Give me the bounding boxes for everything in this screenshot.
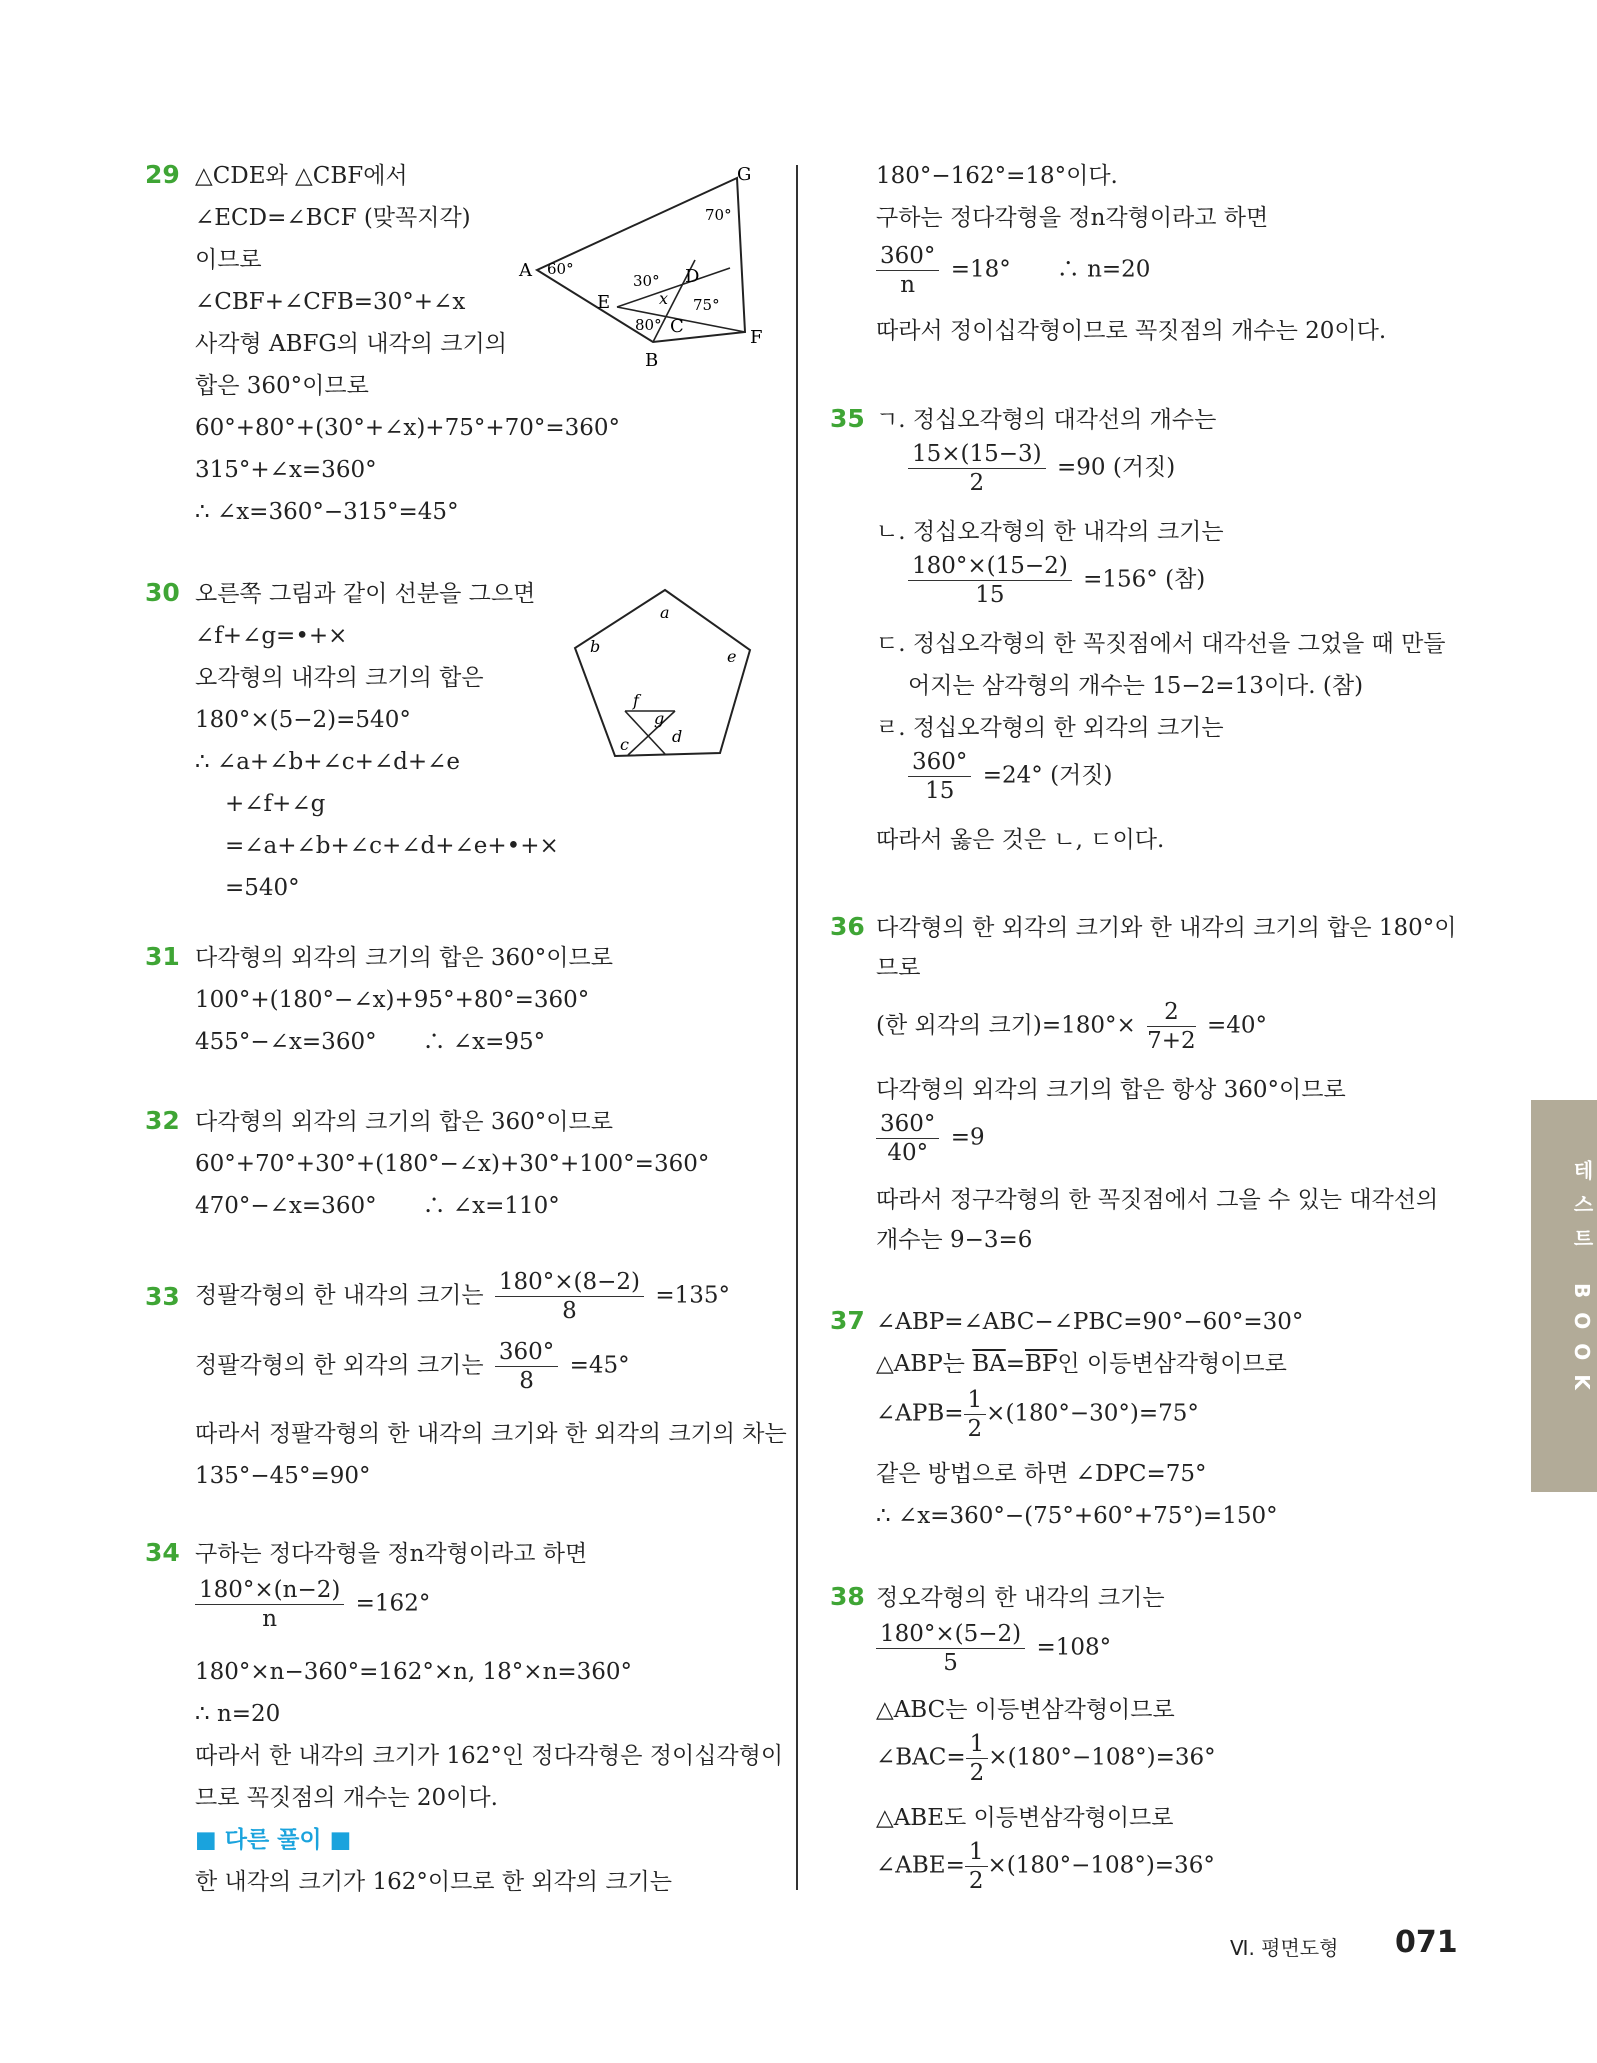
- angle-label: b: [590, 637, 601, 656]
- vertex-label: G: [737, 164, 752, 185]
- problem-number: 37: [830, 1306, 865, 1335]
- vertex-label: F: [750, 327, 763, 348]
- angle-label: c: [620, 735, 629, 754]
- denominator: 40°: [887, 1140, 929, 1166]
- text: =18° ∴ n=20: [950, 256, 1151, 283]
- solution-line: 60°+70°+30°+(180°−∠x)+30°+100°=360°: [195, 1151, 710, 1177]
- fraction: [495, 1338, 558, 1395]
- angle-label: 30°: [633, 272, 660, 290]
- solution-line: 315°+∠x=360°: [195, 457, 377, 483]
- solution-line: ∠f+∠g=•+×: [195, 623, 348, 649]
- problem-number: 36: [830, 912, 865, 941]
- numerator: 1: [964, 1386, 987, 1415]
- numerator: 180°×(5−2): [876, 1620, 1025, 1649]
- vertex-label: D: [685, 266, 700, 287]
- text: ∠ABE=: [876, 1852, 965, 1879]
- solution-line: ∠ECD=∠BCF (맞꼭지각): [195, 205, 471, 231]
- solution-line: 135°−45°=90°: [195, 1463, 371, 1489]
- solution-line: [876, 1730, 1216, 1787]
- solution-line: 따라서 정이십각형이므로 꼭짓점의 개수는 20이다.: [876, 318, 1387, 344]
- numerator: 360°: [908, 748, 971, 777]
- solution-line: 오른쪽 그림과 같이 선분을 그으면: [195, 581, 536, 607]
- denominator: 8: [562, 1298, 577, 1324]
- fraction: [876, 1110, 939, 1167]
- text: ×(180°−108°)=36°: [988, 1744, 1216, 1771]
- solution-line: 따라서 옳은 것은 ㄴ, ㄷ이다.: [876, 827, 1165, 853]
- solution-line: [908, 440, 1175, 497]
- text: =: [1005, 1351, 1026, 1377]
- solution-line: [195, 1268, 730, 1325]
- solution-line: [876, 1110, 985, 1167]
- solution-line: 180°−162°=18°이다.: [876, 163, 1118, 189]
- column-divider: [796, 165, 798, 1890]
- denominator: n: [900, 272, 916, 298]
- text: =40°: [1207, 1012, 1268, 1039]
- denominator: 15: [975, 582, 1005, 608]
- solution-line: 구하는 정다각형을 정n각형이라고 하면: [195, 1541, 588, 1567]
- chapter-title: Ⅵ. 평면도형: [1230, 1936, 1339, 1960]
- text: 인 이등변삼각형이므로: [1057, 1351, 1287, 1377]
- angle-label: f: [633, 691, 639, 710]
- text: =9: [950, 1124, 985, 1151]
- text: =45°: [569, 1352, 630, 1379]
- angle-label: 60°: [547, 260, 574, 278]
- page-number: 071: [1395, 1925, 1458, 1960]
- solution-line: ㄴ. 정십오각형의 한 내각의 크기는: [876, 519, 1224, 545]
- solution-line: △ABC는 이등변삼각형이므로: [876, 1697, 1175, 1723]
- fraction: [876, 1620, 1025, 1677]
- vertex-label: A: [519, 260, 532, 281]
- solution-line: [908, 748, 1112, 805]
- angle-label: 80°: [635, 316, 662, 334]
- problem-number: 34: [145, 1538, 180, 1567]
- solution-line: 180°×(5−2)=540°: [195, 707, 411, 733]
- problem-number: 33: [145, 1282, 180, 1311]
- solution-line: [876, 1386, 1199, 1443]
- angle-label: a: [660, 603, 670, 622]
- text: 정팔각형의 한 내각의 크기는: [195, 1282, 484, 1309]
- solution-line: 455°−∠x=360° ∴ ∠x=95°: [195, 1029, 546, 1055]
- vertex-label: E: [597, 292, 611, 313]
- denominator: 8: [519, 1368, 534, 1394]
- text: =108°: [1036, 1634, 1112, 1661]
- solution-line: [195, 1338, 630, 1395]
- solution-line: 므로: [876, 955, 921, 981]
- problem-number: 32: [145, 1106, 180, 1135]
- text: =24° (거짓): [982, 762, 1113, 789]
- fraction: [876, 242, 939, 299]
- solution-line: ∠ABP=∠ABC−∠PBC=90°−60°=30°: [876, 1309, 1304, 1335]
- angle-label: g: [654, 709, 665, 728]
- solution-line: ㄹ. 정십오각형의 한 외각의 크기는: [876, 715, 1224, 741]
- solution-line: 사각형 ABFG의 내각의 크기의: [195, 331, 507, 357]
- solution-line: ∠CBF+∠CFB=30°+∠x: [195, 289, 466, 315]
- numerator: 360°: [876, 242, 939, 271]
- solution-line: =540°: [225, 875, 300, 901]
- solution-line: ∴ ∠x=360°−315°=45°: [195, 499, 459, 525]
- numerator: 2: [1147, 998, 1196, 1027]
- numerator: 180°×(15−2): [908, 552, 1072, 581]
- pentagon-figure: [570, 578, 770, 778]
- angle-label: 70°: [705, 206, 732, 224]
- fraction: [965, 1838, 988, 1895]
- solution-line: 이므로: [195, 247, 262, 273]
- solution-line: [876, 242, 1150, 299]
- fraction: [908, 440, 1046, 497]
- problem-number: 35: [830, 404, 865, 433]
- text: ×(180°−30°)=75°: [986, 1400, 1199, 1427]
- solution-line: +∠f+∠g: [225, 791, 326, 817]
- fraction: [195, 1576, 344, 1633]
- problem-number: 29: [145, 160, 180, 189]
- solution-line: 어지는 삼각형의 개수는 15−2=13이다. (참): [908, 673, 1364, 699]
- problem-number: 30: [145, 578, 180, 607]
- quadrilateral-figure: [519, 160, 765, 380]
- denominator: 15: [925, 778, 955, 804]
- text: =156° (참): [1083, 566, 1206, 593]
- solution-line: ㄱ. 정십오각형의 대각선의 개수는: [876, 407, 1217, 433]
- fraction: [495, 1268, 644, 1325]
- denominator: 2: [968, 1868, 984, 1894]
- solution-line: ㄷ. 정십오각형의 한 꼭짓점에서 대각선을 그었을 때 만들: [876, 631, 1446, 657]
- angle-label: d: [672, 727, 683, 746]
- solution-line: 470°−∠x=360° ∴ ∠x=110°: [195, 1193, 560, 1219]
- problem-number: 38: [830, 1582, 865, 1611]
- solution-line: 므로 꼭짓점의 개수는 20이다.: [195, 1785, 498, 1811]
- solution-line: [876, 1838, 1215, 1895]
- solution-line: △ABE도 이등변삼각형이므로: [876, 1805, 1174, 1831]
- angle-label: e: [727, 647, 737, 666]
- denominator: 5: [943, 1650, 958, 1676]
- denominator: n: [262, 1606, 278, 1632]
- solution-line: [908, 552, 1205, 609]
- solution-line: 오각형의 내각의 크기의 합은: [195, 665, 484, 691]
- fraction: [908, 552, 1072, 609]
- denominator: 2: [969, 1760, 985, 1786]
- text: ∠APB=: [876, 1400, 964, 1427]
- numerator: 15×(15−3): [908, 440, 1046, 469]
- solution-line: 같은 방법으로 하면 ∠DPC=75°: [876, 1461, 1207, 1487]
- numerator: 180°×(n−2): [195, 1576, 344, 1605]
- text: 정팔각형의 한 외각의 크기는: [195, 1352, 484, 1379]
- solution-line: ∴ n=20: [195, 1701, 281, 1727]
- solution-line: 다각형의 한 외각의 크기와 한 내각의 크기의 합은 180°이: [876, 915, 1457, 941]
- solution-line: ∴ ∠a+∠b+∠c+∠d+∠e: [195, 749, 461, 775]
- solution-line: 따라서 정구각형의 한 꼭짓점에서 그을 수 있는 대각선의: [876, 1187, 1439, 1213]
- solution-line: 합은 360°이므로: [195, 373, 369, 399]
- fraction: [1147, 998, 1196, 1055]
- solution-line: △CDE와 △CBF에서: [195, 163, 408, 189]
- solution-line: [195, 1576, 430, 1633]
- solution-line: 60°+80°+(30°+∠x)+75°+70°=360°: [195, 415, 621, 441]
- numerator: 180°×(8−2): [495, 1268, 644, 1297]
- segment-ba: $\overline{BA}$: [972, 1351, 1006, 1377]
- segment-bp: $\overline{BP}$: [1025, 1351, 1058, 1377]
- solution-line: 다각형의 외각의 크기의 합은 360°이므로: [195, 945, 613, 971]
- solution-line: 180°×n−360°=162°×n, 18°×n=360°: [195, 1659, 633, 1685]
- solution-line: 따라서 한 내각의 크기가 162°인 정다각형은 정이십각형이: [195, 1743, 784, 1769]
- side-tab: [1531, 1100, 1597, 1492]
- numerator: 360°: [495, 1338, 558, 1367]
- solution-line: 구하는 정다각형을 정n각형이라고 하면: [876, 205, 1269, 231]
- solution-line: 개수는 9−3=6: [876, 1227, 1033, 1253]
- solution-line: 한 내각의 크기가 162°이므로 한 외각의 크기는: [195, 1869, 672, 1895]
- numerator: 1: [965, 1838, 988, 1867]
- solution-line: 다각형의 외각의 크기의 합은 항상 360°이므로: [876, 1077, 1346, 1103]
- denominator: 2: [967, 1416, 983, 1442]
- text: ×(180°−108°)=36°: [987, 1852, 1215, 1879]
- text: ∠BAC=: [876, 1744, 966, 1771]
- solution-line: [876, 1620, 1111, 1677]
- numerator: 1: [966, 1730, 989, 1759]
- fraction: [966, 1730, 989, 1787]
- text: △ABP는: [876, 1351, 973, 1377]
- solution-line: 따라서 정팔각형의 한 내각의 크기와 한 외각의 크기의 차는: [195, 1421, 787, 1447]
- problem-number: 31: [145, 942, 180, 971]
- fraction: [908, 748, 971, 805]
- solution-line: 정오각형의 한 내각의 크기는: [876, 1585, 1165, 1611]
- solution-line: =∠a+∠b+∠c+∠d+∠e+•+×: [225, 833, 559, 859]
- denominator: 7+2: [1147, 1028, 1196, 1054]
- angle-label: 75°: [693, 296, 720, 314]
- text: (한 외각의 크기)=180°×: [876, 1012, 1136, 1039]
- solution-line: 100°+(180°−∠x)+95°+80°=360°: [195, 987, 590, 1013]
- text: =162°: [355, 1590, 431, 1617]
- angle-label: x: [659, 289, 669, 308]
- denominator: 2: [969, 470, 985, 496]
- alternative-solution-heading: ■ 다른 풀이 ■: [195, 1827, 352, 1853]
- vertex-label: C: [670, 316, 684, 337]
- side-tab-label: 테스트 BOOK: [1570, 1160, 1594, 1404]
- numerator: 360°: [876, 1110, 939, 1139]
- solution-line: [876, 998, 1267, 1055]
- text: =135°: [655, 1282, 731, 1309]
- fraction: [964, 1386, 987, 1443]
- solution-line: 다각형의 외각의 크기의 합은 360°이므로: [195, 1109, 613, 1135]
- solution-line: ∴ ∠x=360°−(75°+60°+75°)=150°: [876, 1503, 1278, 1529]
- vertex-label: B: [645, 350, 659, 371]
- solution-line: [876, 1348, 1287, 1380]
- text: =90 (거짓): [1056, 454, 1176, 481]
